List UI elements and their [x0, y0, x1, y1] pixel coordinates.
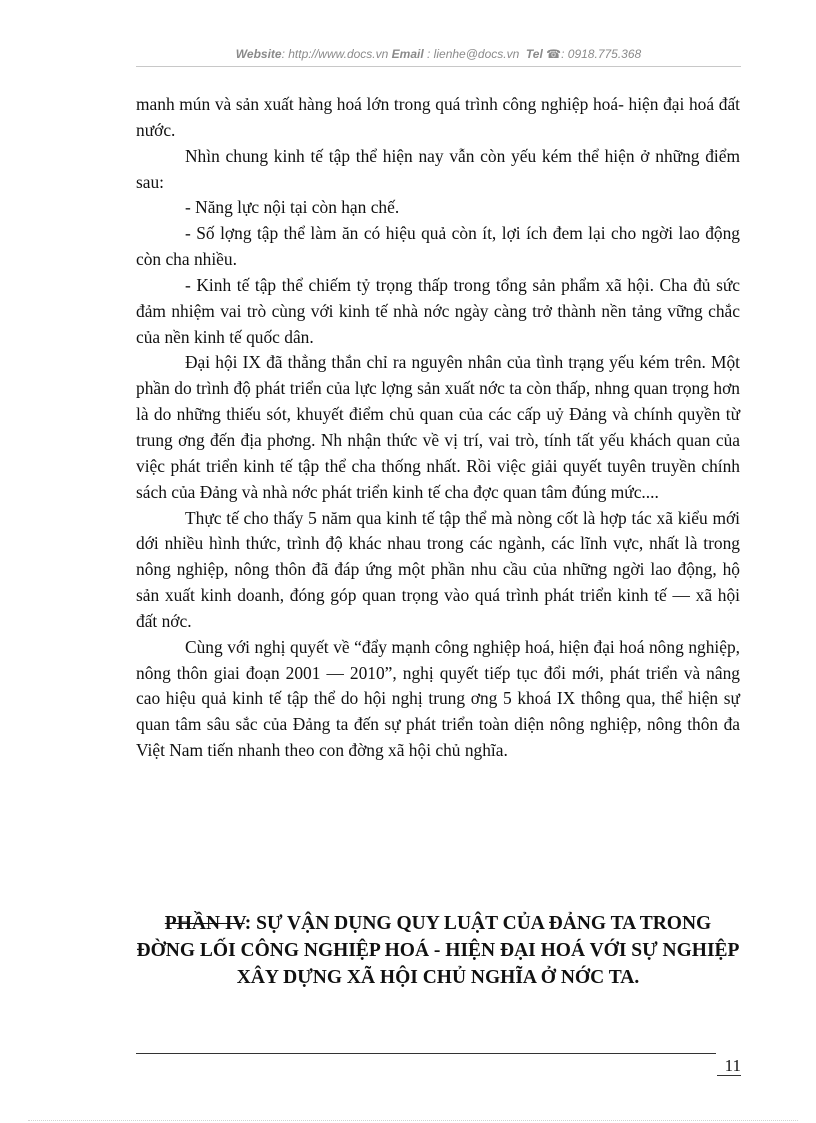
page-number-underline — [717, 1075, 741, 1076]
paragraph-1: manh mún và sản xuất hàng hoá lớn trong quá trình công nghiệp hoá- hiện đại hoá đất nước. — [136, 94, 740, 140]
page-number: 11 — [724, 1056, 741, 1075]
website-value: : http://www.docs.vn — [281, 47, 389, 61]
section-title: : SỰ VẬN DỤNG QUY LUẬT CỦA ĐẢNG TA TRONG ĐỜNG LỐI CÔNG NGHIỆP HOÁ - HIỆN ĐẠI HOÁ VỚI SỰ NGHIỆP XÂY DỰNG XÃ HỘI CHỦ NGHĨA Ở NỚC TA. — [136, 913, 740, 988]
section-label: PHẦN IV — [164, 913, 245, 934]
paragraph-4: - Số lợng tập thể làm ăn có hiệu quả còn ít, lợi ích đem lại cho ngời lao động còn cha nhiều. — [136, 223, 740, 270]
body-text — [136, 92, 740, 764]
header-divider — [136, 66, 741, 67]
footer-divider — [136, 1053, 716, 1054]
paragraph-6: Đại hội IX đã thẳng thắn chỉ ra nguyên nhân của tình trạng yếu kém trên. Một phần do trình độ phát triển của lực lợng sản xuất nớc ta còn thấp, nhng quan trọng hơn là do những thiếu sót, khuyết điểm chủ quan của các cấp uỷ Đảng và chính quyền từ trung ơng đến địa phơng. Nh nhận thức về vị trí, vai trò, tính tất yếu khách quan của việc phát triển kinh tế tập thể cha thống nhất. Rồi việc giải quyết tuyên truyền chính sách của Đảng và nhà nớc phát triển kinh tế cha đợc quan tâm đúng mức.... — [136, 352, 740, 502]
paragraph-7: Thực tế cho thấy 5 năm qua kinh tế tập thể mà nòng cốt là hợp tác xã kiểu mới dới nhiều hình thức, trình độ khác nhau trong các ngành, các lĩnh vực, nhất là trong nông nghiệp, nông thôn đã đáp ứng một phần nhu cầu của những ngời lao động, hộ sản xuất kinh doanh, đóng góp quan trọng vào quá trình phát triển kinh tế — xã hội đất nớc. — [136, 507, 740, 631]
paragraph-3: - Năng lực nội tại còn hạn chế. — [185, 197, 400, 218]
email-label: Email — [391, 47, 424, 61]
page-edge — [28, 1120, 798, 1121]
website-label: Website — [235, 47, 282, 61]
tel-label: Tel — [525, 47, 543, 61]
page-header — [136, 47, 741, 67]
section-heading — [136, 910, 740, 991]
tel-value: ☎: 0918.775.368 — [546, 47, 642, 61]
paragraph-2: Nhìn chung kinh tế tập thể hiện nay vẫn còn yếu kém thể hiện ở những điểm sau: — [136, 145, 740, 192]
paragraph-5: - Kinh tế tập thể chiếm tỷ trọng thấp trong tổng sản phẩm xã hội. Cha đủ sức đảm nhiệm vai trò cùng với kinh tế nhà nớc ngày càng trở thành nền tảng vững chắc của nền kinh tế quốc dân. — [136, 274, 740, 347]
paragraph-8: Cùng với nghị quyết về “đẩy mạnh công nghiệp hoá, hiện đại hoá nông nghiệp, nông thôn giai đoạn 2001 — 2010”, nghị quyết tiếp tục đổi mới, phát triển và nâng cao hiệu quả kinh tế tập thể do hội nghị trung ơng 5 khoá IX thông qua, thể hiện sự quan tâm sâu sắc của Đảng ta đến sự phát triển toàn diện nông nghiệp, nông thôn đa Việt Nam tiến nhanh theo con đờng xã hội chủ nghĩa. — [136, 636, 740, 761]
email-value: : lienhe@docs.vn — [427, 47, 520, 61]
